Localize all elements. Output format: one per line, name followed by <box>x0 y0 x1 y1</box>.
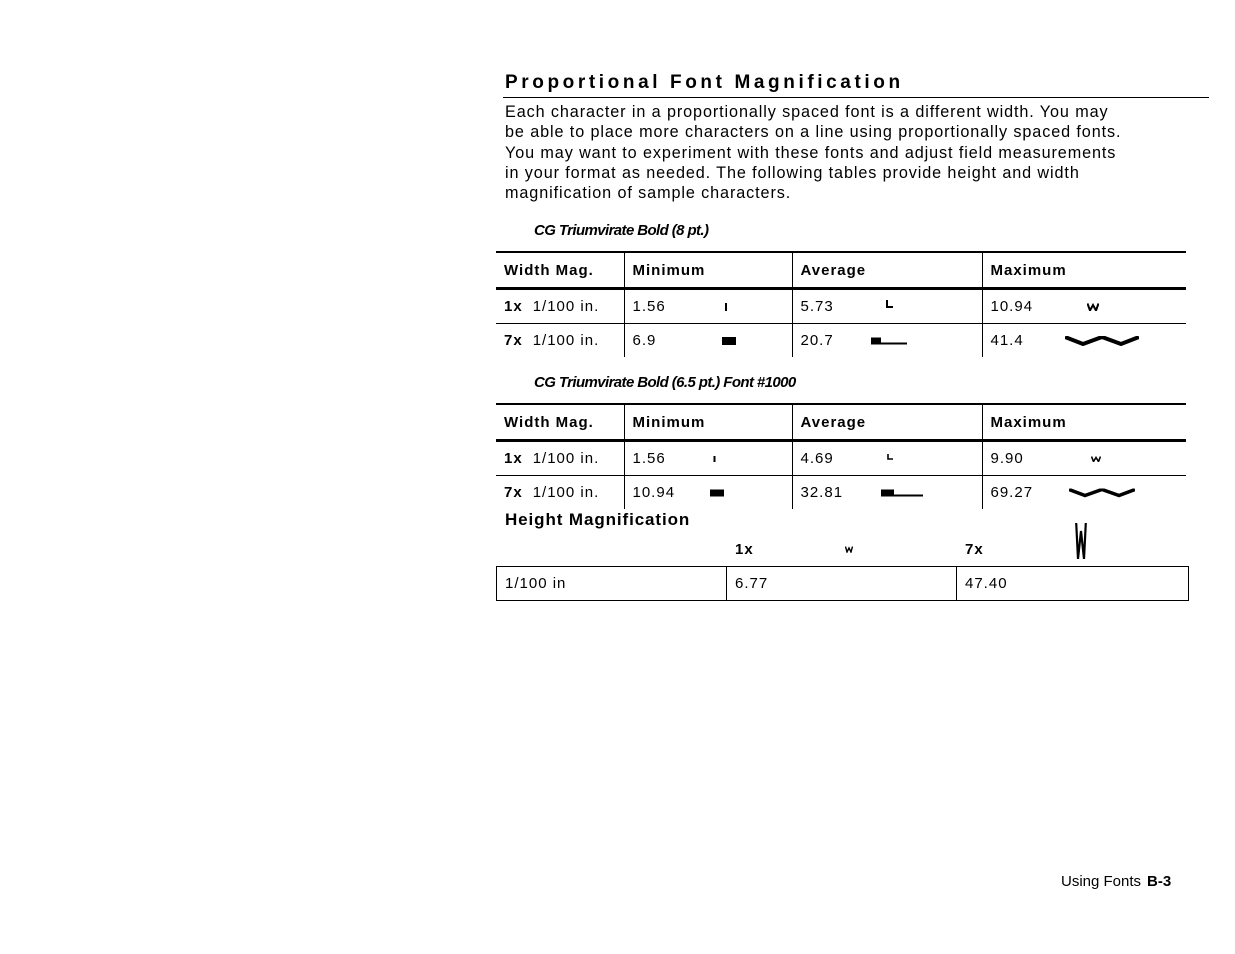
height-1x-cell: 6.77 <box>727 567 957 601</box>
intro-paragraph <box>505 102 1195 203</box>
mag-unit: 1/100 in. <box>532 298 600 315</box>
table2-caption: CG Triumvirate Bold (6.5 pt.) Font #1000 <box>534 374 796 391</box>
average-cell <box>792 324 982 358</box>
average-cell <box>792 476 982 510</box>
mag-unit: 1/100 in. <box>532 332 600 349</box>
minimum-value: 1.56 <box>632 450 666 467</box>
table1-header-row <box>496 252 1186 289</box>
average-value: 32.81 <box>800 484 844 501</box>
average-value: 4.69 <box>800 450 834 467</box>
height-unit-cell: 1/100 in <box>497 567 727 601</box>
mag-unit: 1/100 in. <box>532 484 600 501</box>
maximum-value: 10.94 <box>990 298 1034 315</box>
sample-glyph-l-wide <box>881 489 923 496</box>
intro-line: magnification of sample characters. <box>505 184 792 203</box>
table1-row-1x <box>496 289 1186 324</box>
average-value: 5.73 <box>800 298 834 315</box>
header-maximum: Maximum <box>982 252 1186 289</box>
mag-unit: 1/100 in. <box>532 450 600 467</box>
table2-width-magnification <box>496 403 1186 509</box>
sample-glyph-l <box>886 300 894 308</box>
sample-glyph-i <box>713 456 716 462</box>
height-col-7x: 7x <box>965 541 984 558</box>
intro-line: Each character in a proportionally spaced font is a different width. You may <box>505 103 1109 121</box>
intro-line: You may want to experiment with these fonts and adjust field measurements <box>505 143 1117 162</box>
header-maximum: Maximum <box>982 404 1186 441</box>
height-7x-cell: 47.40 <box>957 567 1189 601</box>
title-rule <box>503 97 1209 98</box>
maximum-cell <box>982 289 1186 324</box>
maximum-cell <box>982 441 1186 476</box>
minimum-value: 10.94 <box>632 484 676 501</box>
header-minimum: Minimum <box>624 252 792 289</box>
header-average: Average <box>792 404 982 441</box>
sample-glyph-w-wide <box>1069 488 1135 497</box>
header-minimum: Minimum <box>624 404 792 441</box>
height-col-1x: 1x <box>735 541 754 558</box>
page-footer <box>1061 873 1171 890</box>
mag-cell <box>496 476 624 510</box>
minimum-cell <box>624 476 792 510</box>
header-width-mag: Width Mag. <box>496 252 624 289</box>
table2-row-7x <box>496 476 1186 510</box>
intro-line: in your format as needed. The following tables provide height and width <box>505 163 1080 182</box>
height-row <box>497 567 1189 601</box>
sample-glyph-i-wide <box>710 489 724 496</box>
mag-factor: 1x <box>504 298 523 315</box>
average-value: 20.7 <box>800 332 834 349</box>
mag-cell <box>496 324 624 358</box>
table1-caption: CG Triumvirate Bold (8 pt.) <box>534 222 709 239</box>
height-sample-glyph-w <box>845 546 853 553</box>
sample-glyph-w-wide <box>1065 336 1139 346</box>
table2-header-row <box>496 404 1186 441</box>
height-sample-glyph-w-tall <box>1075 523 1087 559</box>
sample-glyph-l-wide <box>871 337 907 344</box>
maximum-cell <box>982 476 1186 510</box>
sample-glyph-l <box>887 454 893 460</box>
table1-row-7x <box>496 324 1186 358</box>
intro-line: be able to place more characters on a line using proportionally spaced fonts. <box>505 123 1122 142</box>
header-average: Average <box>792 252 982 289</box>
average-cell <box>792 441 982 476</box>
section-title: Proportional Font Magnification <box>505 72 904 93</box>
header-width-mag: Width Mag. <box>496 404 624 441</box>
minimum-cell <box>624 289 792 324</box>
minimum-value: 6.9 <box>632 332 657 349</box>
footer-section: Using Fonts <box>1061 873 1142 890</box>
minimum-value: 1.56 <box>632 298 666 315</box>
maximum-cell <box>982 324 1186 358</box>
table1-width-magnification <box>496 251 1186 357</box>
table2-row-1x <box>496 441 1186 476</box>
mag-factor: 7x <box>504 484 523 501</box>
page-number: B-3 <box>1147 873 1172 890</box>
sample-glyph-i-wide <box>722 337 736 345</box>
maximum-value: 69.27 <box>990 484 1034 501</box>
maximum-value: 9.90 <box>990 450 1024 467</box>
sample-glyph-i <box>724 303 728 311</box>
sample-glyph-w <box>1087 303 1099 311</box>
mag-cell <box>496 441 624 476</box>
mag-factor: 1x <box>504 450 523 467</box>
height-magnification-title: Height Magnification <box>505 510 691 529</box>
sample-glyph-w <box>1091 456 1101 462</box>
minimum-cell <box>624 441 792 476</box>
maximum-value: 41.4 <box>990 332 1024 349</box>
height-magnification-table <box>496 566 1189 601</box>
minimum-cell <box>624 324 792 358</box>
average-cell <box>792 289 982 324</box>
mag-factor: 7x <box>504 332 523 349</box>
mag-cell <box>496 289 624 324</box>
